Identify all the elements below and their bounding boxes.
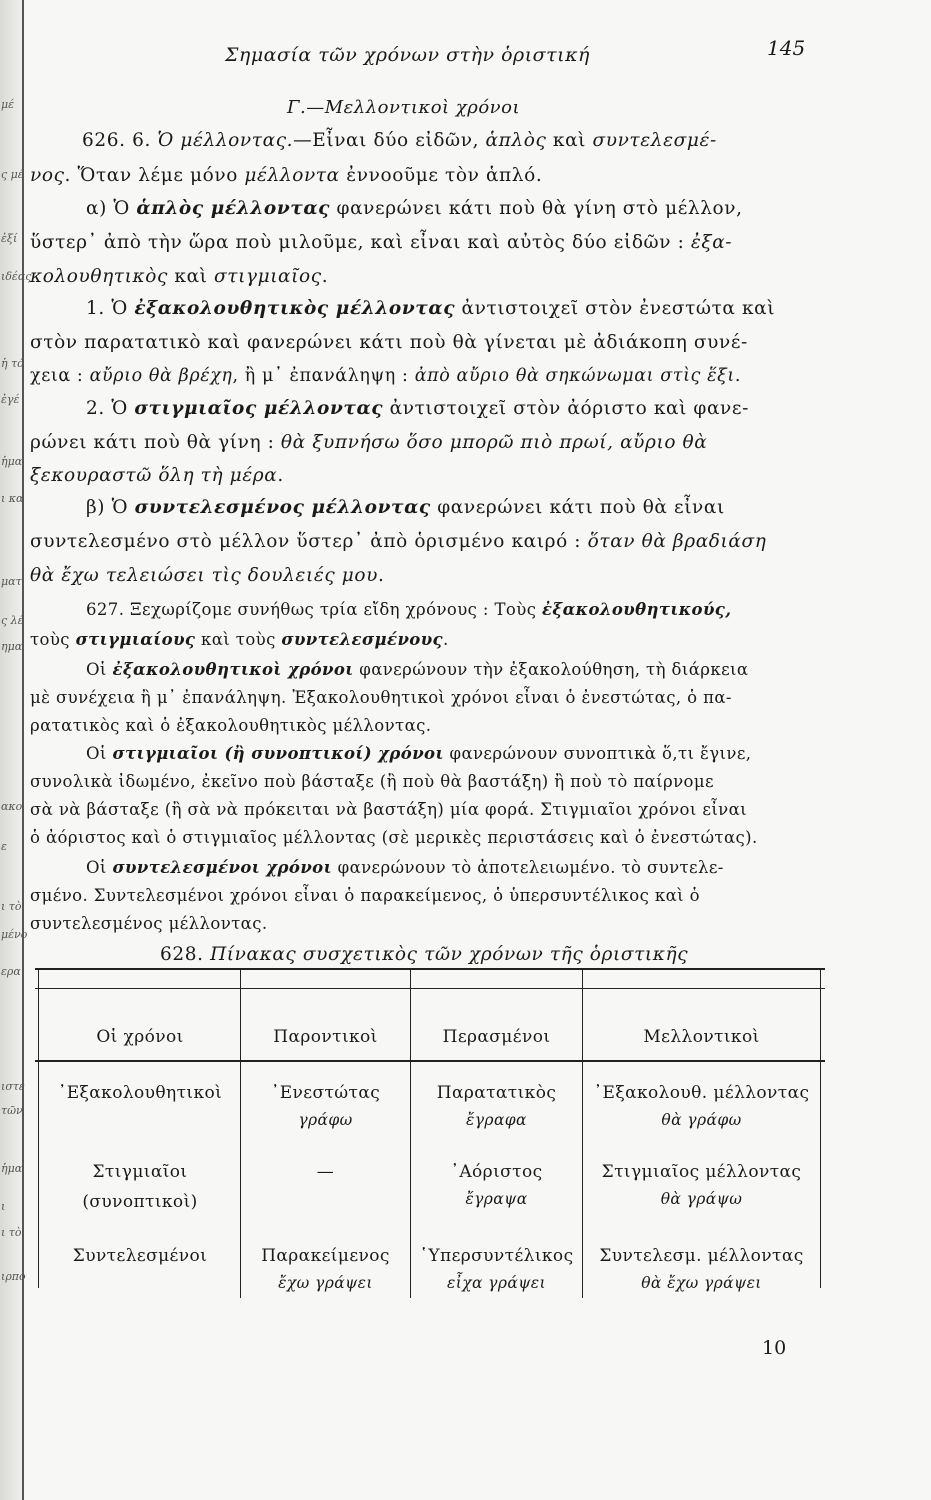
- gutter-text: ιδέας: [1, 270, 32, 283]
- paragraph-627-line: ρατατικὸς καὶ ὁ ἐξακολουθητικὸς μέλλοντας.: [30, 716, 432, 735]
- gutter-text: ι τὸ: [1, 900, 22, 913]
- paragraph-626-line: στὸν παρατατικὸ καὶ φανερώνει κάτι ποὺ θὰ γίνεται μὲ ἀδιάκοπη συνέ-: [30, 332, 748, 353]
- paragraph-627-line: συνολικὰ ἰδωμένο, ἐκεῖνο ποὺ βάσταξε (ἢ ποὺ θὰ βαστάξη) ἢ ποὺ τὸ παίρνομε: [30, 772, 714, 791]
- gutter-text: ἡμα: [1, 455, 23, 468]
- gutter-text: ιστε: [1, 1080, 25, 1093]
- paragraph-626-line: α) Ὁ ἁπλὸς μέλλοντας φανερώνει κάτι ποὺ θὰ γίνη στὸ μέλλον,: [86, 198, 743, 219]
- table-cell: ῾Υπερσυντέλικος εἶχα γράψει: [419, 1246, 574, 1292]
- table-header-cell: Παροντικοὶ: [273, 1027, 378, 1047]
- table-header-cell: Μελλοντικοὶ: [643, 1027, 760, 1047]
- page-number: 145: [767, 36, 806, 60]
- table-cell: Συντελεσμ. μέλλοντας θὰ ἔχω γράψει: [599, 1246, 804, 1292]
- paragraph-626-line: 1. Ὁ ἐξακολουθητικὸς μέλλοντας ἀντιστοιχεῖ στὸν ἐνεστώτα καὶ: [86, 298, 776, 319]
- gutter-text: ακο: [1, 800, 23, 813]
- table-caption: 628. Πίνακας συσχετικὸς τῶν χρόνων τῆς ὁριστικῆς: [160, 944, 689, 965]
- paragraph-626-line: κολουθητικὸς καὶ στιγμιαῖος.: [30, 266, 329, 287]
- gutter-text: ε: [1, 840, 7, 853]
- paragraph-627-line: Οἱ στιγμιαῖοι (ἢ συνοπτικοί) χρόνοι φανερώνουν συνοπτικὰ ὅ,τι ἔγινε,: [86, 744, 752, 763]
- running-title: Σημασία τῶν χρόνων στὴν ὁριστική: [225, 44, 590, 66]
- table-cell: Παρατατικὸς ἔγραφα: [436, 1083, 557, 1129]
- table-row-label: Συντελεσμένοι: [72, 1246, 208, 1266]
- paragraph-626-line: συντελεσμένο στὸ μέλλον ὕστερ᾽ ἀπὸ ὁρισμένο καιρό : ὅταν θὰ βραδιάση: [30, 531, 767, 552]
- paragraph-626-line: 626. 6. Ὁ μέλλοντας.—Εἶναι δύο εἰδῶν, ἁπλὸς καὶ συντελεσμέ-: [82, 130, 717, 151]
- gutter-text: ἐγέ: [1, 393, 20, 406]
- gutter-text: ι: [1, 1200, 6, 1213]
- table-cell: —: [316, 1162, 335, 1182]
- gutter-text: μέ: [1, 98, 15, 111]
- table-cell: ᾿Εξακολουθ. μέλλοντας θὰ γράφω: [593, 1083, 810, 1129]
- paragraph-627-line: τοὺς στιγμιαίους καὶ τοὺς συντελεσμένους.: [30, 630, 449, 649]
- paragraph-626-line: θὰ ἔχω τελειώσει τὶς δουλειές μου.: [30, 565, 385, 586]
- paragraph-626-line: ξεκουραστῶ ὅλη τὴ μέρα.: [30, 465, 284, 486]
- gutter-text: ἐξί: [1, 232, 18, 245]
- gutter-text: ιρπο: [1, 1270, 26, 1283]
- gutter-text: τῶν: [1, 1104, 23, 1117]
- paragraph-627-line: συντελεσμένος μέλλοντας.: [30, 914, 268, 933]
- section-heading: Γ.—Μελλοντικοὶ χρόνοι: [287, 97, 520, 118]
- table-cell: Παρακείμενος ἔχω γράψει: [261, 1246, 390, 1292]
- signature-mark: 10: [762, 1337, 787, 1359]
- paragraph-626-line: ρώνει κάτι ποὺ θὰ γίνη : θὰ ξυπνήσω ὅσο μπορῶ πιὸ πρωί, αὔριο θὰ: [30, 432, 708, 453]
- gutter-text: ι τὸ: [1, 1226, 22, 1239]
- gutter-text: ἡμα: [1, 1162, 23, 1175]
- gutter-text: ημα: [1, 640, 23, 653]
- paragraph-627-line: Οἱ ἐξακολουθητικοὶ χρόνοι φανερώνουν τὴν ἐξακολούθηση, τὴ διάρκεια: [86, 660, 749, 679]
- gutter-text: ἡ τό: [1, 357, 24, 370]
- paragraph-626-line: χεια : αὔριο θὰ βρέχη, ἢ μ᾽ ἐπανάληψη : ἀπὸ αὔριο θὰ σηκώνωμαι στὶς ἕξι.: [30, 366, 741, 386]
- table-cell: Στιγμιαῖος μέλλοντας θὰ γράψω: [601, 1162, 802, 1208]
- paragraph-627-line: ὁ ἀόριστος καὶ ὁ στιγμιαῖος μέλλοντας (σὲ μερικὲς περιστάσεις καὶ ὁ ἐνεστώτας).: [30, 828, 758, 847]
- paragraph-627-line: σὰ νὰ βάσταξε (ἢ σὰ νὰ πρόκειται νὰ βαστάξη) μία φορά. Στιγμιαῖοι χρόνοι εἶναι: [30, 800, 748, 819]
- paragraph-627-line: Οἱ συντελεσμένοι χρόνοι φανερώνουν τὸ ἀποτελειωμένο. τὸ συντελε-: [86, 858, 724, 877]
- table-cell: ᾿Αόριστος ἔγραψα: [450, 1162, 543, 1208]
- table-row-label: ᾿Εξακολουθητικοὶ: [57, 1083, 223, 1103]
- table-row-label: Στιγμιαῖοι (συνοπτικοὶ): [82, 1162, 198, 1212]
- gutter-text: ς λέ: [1, 614, 24, 627]
- table-header-cell: Οἱ χρόνοι: [96, 1027, 184, 1047]
- gutter-text: ς μέ: [1, 168, 24, 181]
- gutter-text: ι κα: [1, 492, 24, 505]
- paragraph-627-line: 627. Ξεχωρίζομε συνήθως τρία εἴδη χρόνους : Τοὺς ἐξακολουθητικούς,: [86, 600, 732, 619]
- gutter-text: ματ: [1, 575, 22, 588]
- gutter-text: μένο: [1, 928, 28, 941]
- gutter-text: ερα: [1, 965, 21, 978]
- paragraph-627-line: σμένο. Συντελεσμένοι χρόνοι εἶναι ὁ παρακείμενος, ὁ ὑπερσυντέλικος καὶ ὁ: [30, 886, 700, 905]
- paragraph-626-line: 2. Ὁ στιγμιαῖος μέλλοντας ἀντιστοιχεῖ στὸν ἀόριστο καὶ φανε-: [86, 398, 749, 419]
- paragraph-626-line: ὕστερ᾽ ἀπὸ τὴν ὥρα ποὺ μιλοῦμε, καὶ εἶναι καὶ αὐτὸς δύο εἰδῶν : ἐξα-: [30, 232, 733, 253]
- table-cell: ᾿Ενεστώτας γράφω: [270, 1083, 381, 1129]
- paragraph-626-line: β) Ὁ συντελεσμένος μέλλοντας φανερώνει κάτι ποὺ θὰ εἶναι: [86, 497, 725, 518]
- table-header-cell: Περασμένοι: [442, 1027, 551, 1047]
- paragraph-627-line: μὲ συνέχεια ἢ μ᾽ ἐπανάληψη. Ἐξακολουθητικοὶ χρόνοι εἶναι ὁ ἐνεστώτας, ὁ πα-: [30, 688, 732, 707]
- paragraph-626-line: νος. Ὅταν λέμε μόνο μέλλοντα ἐννοοῦμε τὸν ἁπλό.: [30, 165, 543, 186]
